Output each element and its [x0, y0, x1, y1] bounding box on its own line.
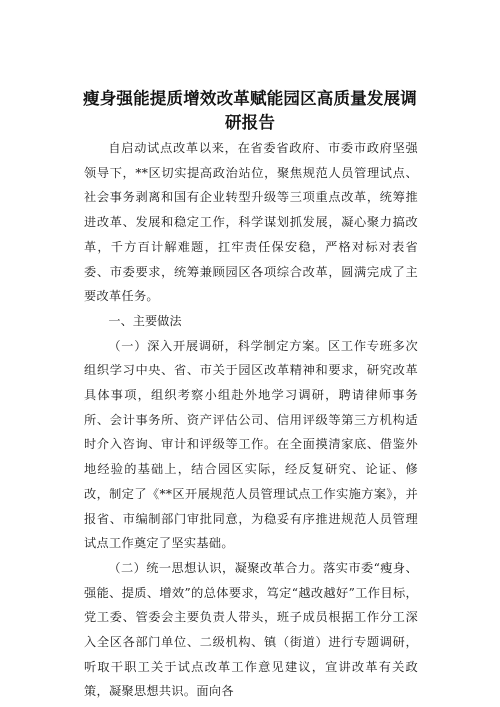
section-heading-main-practices: 一、主要做法 — [108, 313, 182, 328]
document-body — [84, 136, 418, 704]
paragraph-research-plan: （一）深入开展调研，科学制定方案。区工作专班多次组织学习中央、省、市关于园区改革精神和要求，研究改革具体事项，组织考察小组赴外地学习调研，聘请律师事务所、会计事务所、资产评估公司、信用评级等第三方机构适时介入咨询、审计和评级等工作。在全面摸清家底、借鉴外地经验的基础上，结合园区实际，经反复研究、论证、修改，制定了《**区开展规范人员管理试点工作实施方案》，并报省、市编制部门审批同意，为稳妥有序推进规范人员管理试点工作奠定了坚实基础。 — [84, 338, 418, 551]
intro-paragraph: 自启动试点改革以来，在省委省政府、市委市政府坚强领导下，**区切实提高政治站位，聚焦规范人员管理试点、社会事务剥离和国有企业转型升级等三项重点改革，统筹推进改革、发展和稳定工作，科学谋划抓发展，凝心聚力搞改革，千方百计解难题，扛牢责任保安稳，严格对标对表省委、市委要求，统筹兼顾园区各项综合改革，圆满完成了主要改革任务。 — [84, 141, 418, 304]
paragraph-unify-thinking: （二）统一思想认识，凝聚改革合力。落实市委“瘦身、强能、提质、增效”的总体要求，笃定“越改越好”工作目标，党工委、管委会主要负责人带头，班子成员根据工作分工深入全区各部门单位、二级机构、镇（街道）进行专题调研，听取干职工关于试点改革工作意见建议，宣讲改革有关政策，凝聚思想共识。面向各 — [84, 560, 418, 699]
document-title: 瘦身强能提质增效改革赋能园区高质量发展调研报告 — [83, 89, 417, 132]
